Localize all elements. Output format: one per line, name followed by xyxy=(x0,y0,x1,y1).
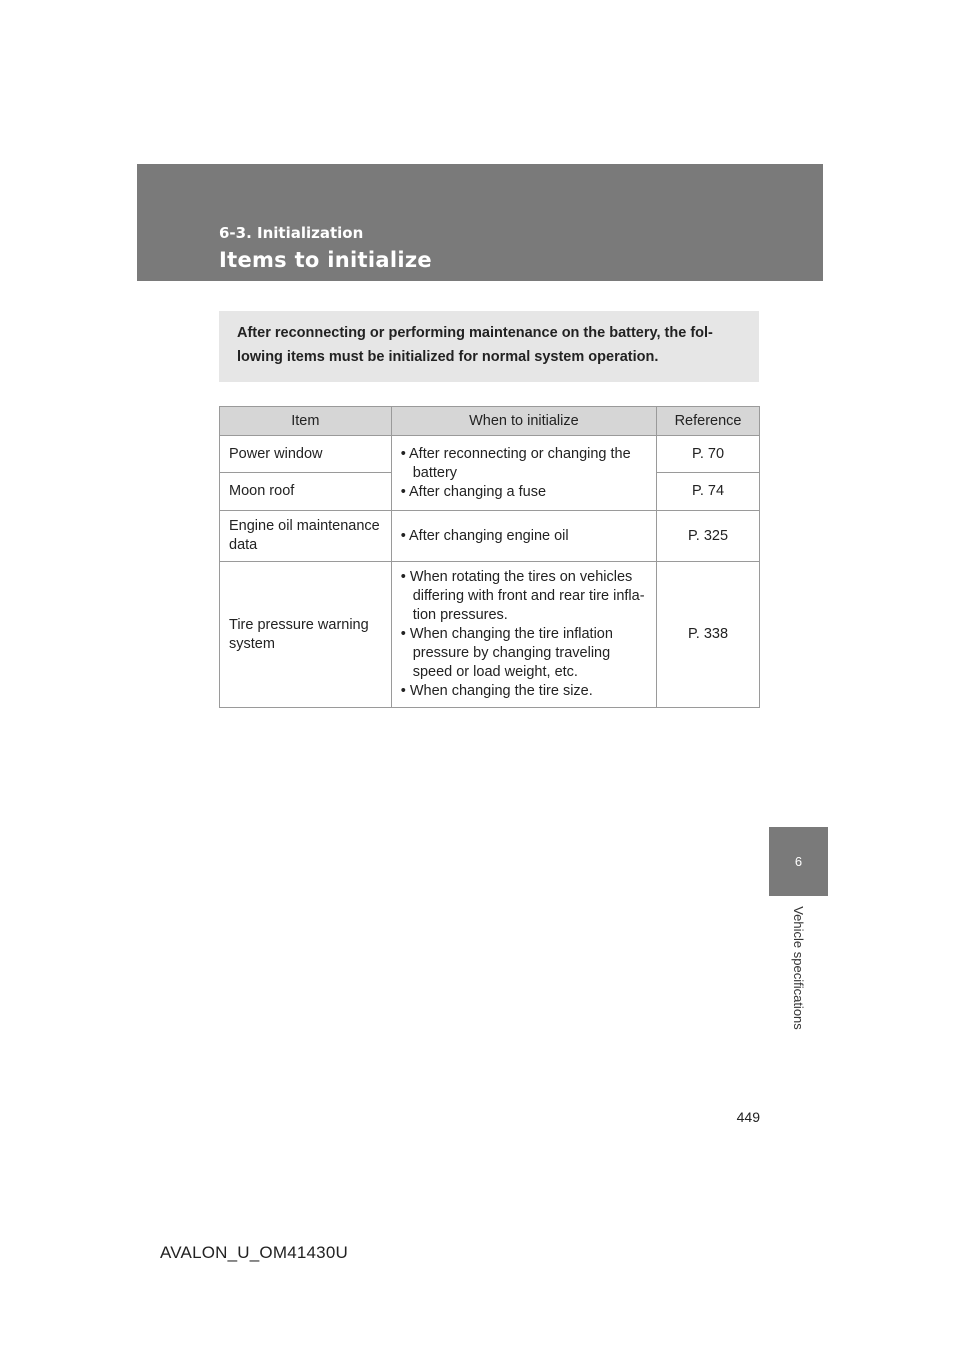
reference-cell: P. 74 xyxy=(657,473,760,511)
initialization-table xyxy=(219,406,760,708)
when-cell xyxy=(391,511,656,562)
reference-cell: P. 70 xyxy=(657,436,760,473)
when-list xyxy=(401,568,647,701)
chapter-number: 6 xyxy=(794,854,803,869)
when-bullet: • When changing the tire size. xyxy=(400,683,593,699)
page-number: 449 xyxy=(736,1109,760,1125)
when-text: When changing the tire inflation pressure by changing traveling speed or load weight, etc. xyxy=(409,626,613,680)
when-cell xyxy=(391,562,656,708)
when-bullet: • When rotating the tires on vehicles differing with front and rear tire infla-tion pressures. xyxy=(400,569,645,623)
item-cell: Engine oil maintenance data xyxy=(220,511,392,562)
table-header-row xyxy=(220,407,760,436)
column-header-item: Item xyxy=(220,407,392,436)
when-text: After changing a fuse xyxy=(409,483,547,500)
when-cell xyxy=(391,436,656,511)
when-text: When changing the tire size. xyxy=(409,683,593,699)
column-header-reference: Reference xyxy=(657,407,760,436)
item-cell: Tire pressure warning system xyxy=(220,562,392,708)
table-row xyxy=(220,436,760,473)
table-row xyxy=(220,562,760,708)
when-text: After changing engine oil xyxy=(409,527,569,544)
table-row xyxy=(220,511,760,562)
intro-box xyxy=(219,311,759,382)
reference-cell: P. 338 xyxy=(657,562,760,708)
document-code: AVALON_U_OM41430U xyxy=(160,1243,348,1262)
page-title: Items to initialize xyxy=(219,248,432,272)
when-list xyxy=(401,527,647,546)
when-bullet: • After reconnecting or changing the battery xyxy=(400,445,631,481)
chapter-title: Vehicle specifications xyxy=(791,906,806,1030)
when-text: After reconnecting or changing the battery xyxy=(409,445,631,481)
section-header-band xyxy=(137,164,823,281)
column-header-when: When to initialize xyxy=(391,407,656,436)
when-bullet: • After changing engine oil xyxy=(400,527,569,544)
item-cell: Power window xyxy=(220,436,392,473)
item-cell: Moon roof xyxy=(220,473,392,511)
intro-text: After reconnecting or performing maintenance on the battery, the fol-lowing items must be initialized for normal system operation. xyxy=(237,325,713,365)
section-label: 6-3. Initialization xyxy=(219,224,364,242)
when-bullet: • When changing the tire inflation pressure by changing traveling speed or load weight, etc. xyxy=(400,626,613,680)
when-list xyxy=(401,445,647,502)
reference-cell: P. 325 xyxy=(657,511,760,562)
chapter-tab[interactable] xyxy=(769,827,828,896)
when-text: When rotating the tires on vehicles differing with front and rear tire infla-tion pressures. xyxy=(409,569,645,623)
when-bullet: • After changing a fuse xyxy=(400,483,547,500)
